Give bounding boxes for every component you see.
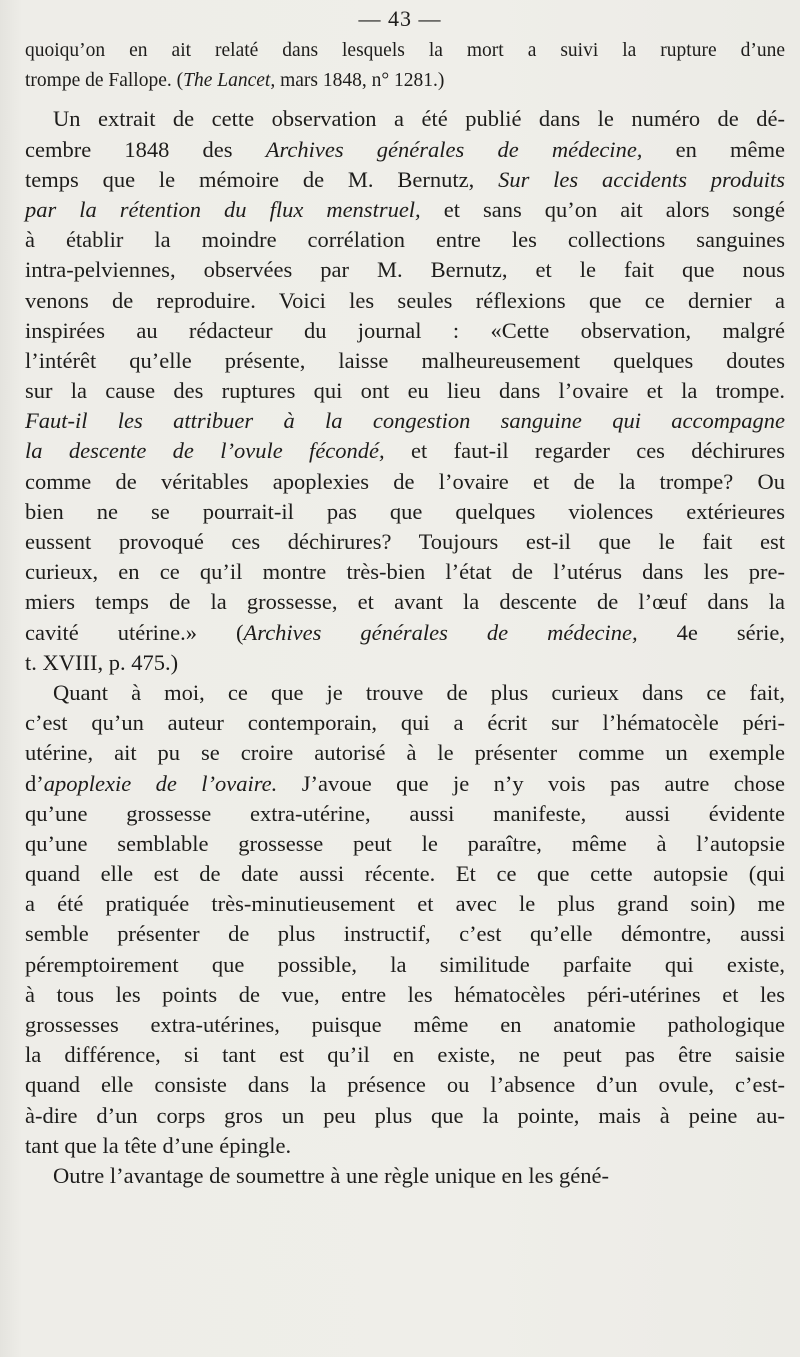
text-run: tant que la tête d’une épingle.: [25, 1132, 292, 1158]
text-line: [25, 1101, 785, 1131]
text-line: [25, 618, 785, 648]
text-run: t. XVIII, p. 475.): [25, 649, 179, 675]
text-run: inspirées au rédacteur du journal : «Cette observation, malgré: [25, 317, 785, 343]
text-line: [25, 376, 785, 406]
text-line: [25, 1161, 785, 1191]
text-line: [25, 286, 785, 316]
text-line: [25, 889, 785, 919]
text-run: temps que le mémoire de M. Bernutz,: [25, 166, 499, 192]
text-line: [25, 919, 785, 949]
text-line: [25, 1070, 785, 1100]
text-run: en même: [642, 136, 786, 162]
text-run: cembre 1848 des: [25, 136, 266, 162]
text-line: [25, 316, 785, 346]
text-run: Quant à moi, ce que je trouve de plus curieux dans ce fait,: [53, 679, 785, 705]
text-run: grossesses extra-utérines, puisque même en anatomie pathologique: [25, 1012, 785, 1037]
text-run: Un extrait de cette observation a été publié dans le numéro de dé-: [53, 106, 785, 132]
text-run: et faut-il regarder ces déchirures: [384, 438, 785, 464]
text-run: semble présenter de plus instructif, c’est qu’elle démontre, aussi: [25, 921, 785, 947]
text-run: J’avoue que je n’y vois pas autre chose: [277, 770, 785, 796]
text-run: miers temps de la grossesse, et avant la descente de l’œuf dans la: [25, 589, 785, 615]
text-line: [25, 225, 785, 255]
text-line: [25, 648, 785, 678]
italic-text: par la rétention du flux menstruel,: [25, 196, 421, 222]
text-line: [25, 769, 785, 799]
text-run: péremptoirement que possible, la similitude parfaite qui existe,: [25, 951, 785, 977]
text-line: [25, 436, 785, 466]
text-line: [25, 587, 785, 617]
text-run: intra-pelviennes, observées par M. Bernutz, et le fait que nous: [25, 257, 785, 283]
text-run: mars 1848, n° 1281.): [275, 70, 445, 92]
text-line: [25, 1131, 785, 1161]
text-run: utérine, ait pu se croire autorisé à le présenter comme un exemple: [25, 740, 785, 766]
italic-text: Archives générales de médecine,: [265, 136, 643, 162]
text-line: [25, 406, 785, 436]
text-line: [25, 36, 785, 66]
text-line: [25, 135, 785, 165]
text-run: d’: [25, 770, 44, 796]
text-run: 4e série,: [637, 619, 785, 645]
text-run: c’est qu’un auteur contemporain, qui a écrit sur l’hématocèle péri-: [25, 710, 785, 736]
text-line: [25, 104, 785, 134]
text-line: [25, 859, 785, 889]
text-run: eussent provoqué ces déchirures? Toujours est-il que le fait est: [25, 529, 785, 554]
italic-text: Archives générales de médecine,: [243, 619, 638, 645]
text-line: [25, 708, 785, 738]
text-line: [25, 165, 785, 195]
text-line: [25, 950, 785, 980]
text-run: l’intérêt qu’elle présente, laisse malheureusement quelques doutes: [25, 347, 785, 373]
text-run: à-dire d’un corps gros un peu plus que la pointe, mais à peine au-: [25, 1102, 785, 1128]
text-run: sur la cause des ruptures qui ont eu lieu dans l’ovaire et la trompe.: [25, 378, 785, 404]
text-run: trompe de Fallope. (: [25, 70, 184, 92]
text-run: comme de véritables apoplexies de l’ovaire et de la trompe? Ou: [25, 468, 785, 494]
text-run: à établir la moindre corrélation entre les collections sanguines: [25, 227, 785, 253]
text-line: [25, 738, 785, 768]
text-run: quand elle consiste dans la présence ou l’absence d’un ovule, c’est-: [25, 1072, 785, 1098]
text-line: [25, 527, 785, 557]
italic-text: The Lancet,: [183, 70, 276, 92]
italic-text: la descente de l’ovule fécondé,: [25, 438, 385, 464]
text-line: [25, 980, 785, 1010]
text-line: [25, 799, 785, 829]
text-run: quand elle est de date aussi récente. Et ce que cette autopsie (qui: [25, 861, 785, 887]
text-line: [25, 678, 785, 708]
text-line: [25, 66, 785, 96]
text-line: [25, 346, 785, 376]
text-line: [25, 255, 785, 285]
text-run: et sans qu’on ait alors songé: [420, 196, 785, 222]
paragraph-gap: [25, 96, 785, 104]
text-line: [25, 467, 785, 497]
text-line: [25, 829, 785, 859]
text-run: curieux, en ce qu’il montre très-bien l’état de l’utérus dans les pre-: [25, 559, 785, 585]
text-run: a été pratiquée très-minutieusement et avec le plus grand soin) me: [25, 891, 785, 917]
text-run: cavité utérine.» (: [25, 619, 244, 645]
page-number: — 43 —: [358, 6, 442, 31]
body-text: [25, 36, 785, 1191]
text-run: à tous les points de vue, entre les hématocèles péri-utérines et les: [25, 981, 785, 1007]
text-run: Outre l’avantage de soumettre à une règle unique en les géné-: [53, 1162, 610, 1188]
text-line: [25, 1040, 785, 1070]
text-line: [25, 195, 785, 225]
italic-text: apoplexie de l’ovaire.: [43, 770, 278, 796]
text-run: qu’une semblable grossesse peut le paraître, même à l’autopsie: [25, 830, 785, 856]
italic-text: Faut-il les attribuer à la congestion sanguine qui accompagne: [25, 408, 785, 434]
text-run: qu’une grossesse extra-utérine, aussi manifeste, aussi évidente: [25, 800, 785, 826]
italic-text: Sur les accidents produits: [498, 166, 785, 192]
text-run: quoiqu’on en ait relaté dans lesquels la mort a suivi la rupture d’une: [25, 40, 785, 61]
text-line: [25, 1010, 785, 1040]
text-run: la différence, si tant est qu’il en existe, ne peut pas être saisie: [25, 1042, 785, 1068]
text-line: [25, 497, 785, 527]
text-line: [25, 557, 785, 587]
text-run: bien ne se pourrait-il pas que quelques violences extérieures: [25, 498, 785, 524]
text-run: venons de reproduire. Voici les seules réflexions que ce dernier a: [25, 287, 785, 313]
